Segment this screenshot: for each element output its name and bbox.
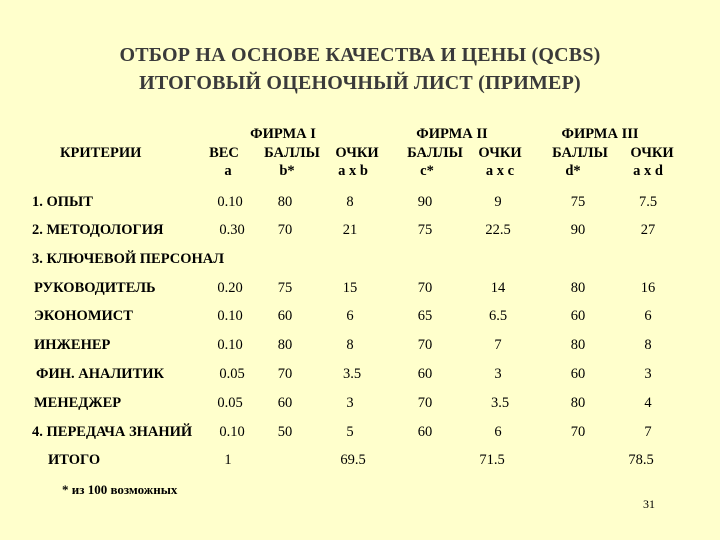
- row-firm2-score: 90: [417, 194, 433, 210]
- row-firm2-score: 75: [417, 222, 433, 238]
- row-weight: 0.05: [219, 366, 245, 382]
- row-weight: 0.30: [219, 222, 245, 238]
- row-firm2-points: 6.5: [488, 308, 508, 324]
- header-firm3-score: БАЛЛЫ: [552, 145, 608, 161]
- header-firm3-points: ОЧКИ: [630, 145, 674, 161]
- row-firm2-points: 3: [494, 366, 502, 382]
- row-firm2-points: 14: [490, 280, 506, 296]
- row-weight: 0.10: [217, 308, 243, 324]
- row-firm3-score: 80: [570, 395, 586, 411]
- header-firm2-points: ОЧКИ: [478, 145, 522, 161]
- row-weight: 0.20: [217, 280, 243, 296]
- row-label: ФИН. АНАЛИТИК: [36, 366, 165, 382]
- row-firm2-points: 9: [494, 194, 502, 210]
- header-firm1-points: ОЧКИ: [335, 145, 379, 161]
- row-firm1-points: 21: [342, 222, 358, 238]
- row-firm3-points: 3: [644, 366, 652, 382]
- row-label: 4. ПЕРЕДАЧА ЗНАНИЙ: [32, 424, 193, 440]
- row-firm3-score: 60: [570, 366, 586, 382]
- row-firm3-score: 60: [570, 308, 586, 324]
- page-title-line2: ИТОГОВЫЙ ОЦЕНОЧНЫЙ ЛИСТ (ПРИМЕР): [139, 72, 581, 94]
- row-firm1-score: 50: [277, 424, 293, 440]
- row-label: РУКОВОДИТЕЛЬ: [34, 280, 156, 296]
- row-firm3-points: 7: [644, 424, 652, 440]
- header-firm2-score: БАЛЛЫ: [407, 145, 463, 161]
- total-weight: 1: [224, 452, 232, 468]
- header-firm2: ФИРМА II: [416, 126, 488, 142]
- row-firm3-points: 7.5: [638, 194, 658, 210]
- row-firm1-points: 15: [342, 280, 358, 296]
- row-firm3-points: 16: [640, 280, 656, 296]
- page-number: 31: [643, 497, 655, 511]
- page-title-line1: ОТБОР НА ОСНОВЕ КАЧЕСТВА И ЦЕНЫ (QCBS): [119, 44, 601, 66]
- header-firm3-score-symbol: d*: [565, 163, 581, 179]
- row-label: МЕНЕДЖЕР: [34, 395, 122, 411]
- row-firm2-points: 3.5: [490, 395, 510, 411]
- total-label: ИТОГО: [48, 452, 101, 468]
- total-firm2-points: 71.5: [479, 452, 505, 468]
- header-firm1-score: БАЛЛЫ: [264, 145, 320, 161]
- row-firm2-points: 22.5: [485, 222, 511, 238]
- header-firm3: ФИРМА III: [561, 126, 639, 142]
- section-label: 3. КЛЮЧЕВОЙ ПЕРСОНАЛ: [32, 251, 225, 267]
- row-firm3-score: 80: [570, 337, 586, 353]
- row-firm1-score: 60: [277, 308, 293, 324]
- row-firm3-points: 27: [640, 222, 656, 238]
- row-firm2-score: 70: [417, 395, 433, 411]
- row-firm3-points: 8: [644, 337, 652, 353]
- row-firm1-points: 3.5: [342, 366, 362, 382]
- row-firm2-points: 7: [494, 337, 502, 353]
- row-label: 1. ОПЫТ: [32, 194, 93, 210]
- row-firm3-score: 70: [570, 424, 586, 440]
- row-firm3-score: 80: [570, 280, 586, 296]
- row-weight: 0.05: [217, 395, 243, 411]
- row-firm1-points: 3: [346, 395, 354, 411]
- row-firm2-score: 60: [417, 424, 433, 440]
- row-firm2-points: 6: [494, 424, 502, 440]
- row-label: ИНЖЕНЕР: [34, 337, 111, 353]
- row-label: 2. МЕТОДОЛОГИЯ: [32, 222, 164, 238]
- header-firm3-points-symbol: a x d: [633, 163, 663, 179]
- row-firm2-score: 60: [417, 366, 433, 382]
- row-firm2-score: 70: [417, 337, 433, 353]
- header-criteria: КРИТЕРИИ: [60, 145, 142, 161]
- row-firm2-score: 65: [417, 308, 433, 324]
- header-firm1: ФИРМА I: [250, 126, 316, 142]
- header-firm2-score-symbol: c*: [420, 163, 434, 179]
- row-firm1-points: 8: [346, 337, 354, 353]
- row-firm3-points: 6: [644, 308, 652, 324]
- total-firm3-points: 78.5: [628, 452, 654, 468]
- row-weight: 0.10: [217, 194, 243, 210]
- row-firm1-score: 70: [277, 366, 293, 382]
- row-firm3-score: 90: [570, 222, 586, 238]
- row-weight: 0.10: [219, 424, 245, 440]
- row-firm1-score: 60: [277, 395, 293, 411]
- row-firm2-score: 70: [417, 280, 433, 296]
- row-firm1-points: 5: [346, 424, 354, 440]
- total-firm1-points: 69.5: [340, 452, 366, 468]
- row-firm3-score: 75: [570, 194, 586, 210]
- header-firm2-points-symbol: a x c: [485, 163, 515, 179]
- row-firm1-points: 6: [346, 308, 354, 324]
- row-firm1-score: 80: [277, 337, 293, 353]
- row-firm1-score: 80: [277, 194, 293, 210]
- row-firm1-score: 70: [277, 222, 293, 238]
- header-weight-symbol: a: [224, 163, 232, 179]
- row-firm3-points: 4: [644, 395, 652, 411]
- row-firm1-points: 8: [346, 194, 354, 210]
- header-firm1-points-symbol: a x b: [338, 163, 368, 179]
- footnote: * из 100 возможных: [62, 482, 178, 497]
- header-firm1-score-symbol: b*: [279, 163, 295, 179]
- row-weight: 0.10: [217, 337, 243, 353]
- header-weight: ВЕС: [209, 145, 239, 161]
- row-label: ЭКОНОМИСТ: [34, 308, 133, 324]
- row-firm1-score: 75: [277, 280, 293, 296]
